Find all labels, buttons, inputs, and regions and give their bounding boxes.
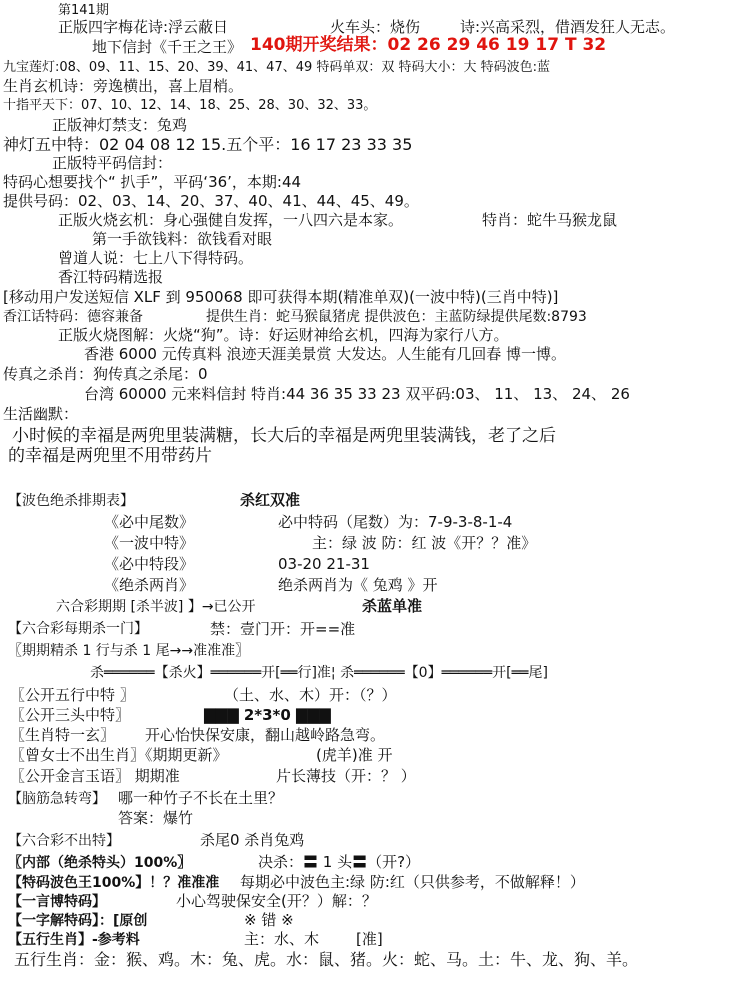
row-kill-fire: 杀══════【杀火】══════开[══行]准¦ 杀══════【0】══════开[══尾] bbox=[90, 665, 548, 681]
row-one-char-value: ※ 错 ※ bbox=[244, 911, 294, 929]
zeng-says: 曾道人说：七上八下得特码。 bbox=[58, 249, 254, 267]
row-five-value: （土、水、木）开：（？） bbox=[224, 686, 397, 704]
humor-title: 生活幽默： bbox=[3, 405, 79, 423]
row-mystery-label: 〖生肖特一玄〗 bbox=[10, 726, 116, 744]
humor-line-2: 的幸福是两兜里不用带药片 bbox=[8, 446, 212, 466]
lotus-lamp: 九宝莲灯:08、09、11、15、20、39、41、47、49 特码单双：双 特码大小：大 特码波色:蓝 bbox=[3, 60, 551, 75]
xiangjiang-talk: 香江话特码：德容兼备 bbox=[3, 309, 143, 325]
last-result-banner: 140期开奖结果：02 26 29 46 19 17 T 32 bbox=[250, 35, 607, 55]
row-five-zodiac-accurate: [准] bbox=[356, 930, 383, 948]
row-one-char-label: 【一字解特码】：[原创 bbox=[8, 913, 148, 929]
underground-envelope: 地下信封《千王之王》 bbox=[92, 38, 243, 56]
row-one-word-label: 【一言博特码】 bbox=[8, 894, 106, 910]
row-kill-door-label: 【六合彩每期杀一门】 bbox=[8, 621, 148, 637]
plum-poem: 正版四字梅花诗:浮云蔽日 bbox=[58, 18, 229, 36]
taiwan-envelope: 台湾 60000 元来料信封 特肖:44 36 35 33 23 双平码:03、 11、 13、 24、 26 bbox=[84, 385, 630, 403]
row-kill-two-value: 绝杀两肖为《 兔鸡 》开 bbox=[278, 576, 438, 594]
fire-mystery: 正版火烧玄机：身心强健自发挥，一八四六是本家。 bbox=[58, 211, 404, 229]
row-ms-zeng-value: (虎羊)准 开 bbox=[316, 746, 393, 764]
row-segment-value: 03-20 21-31 bbox=[278, 555, 370, 573]
row-wave-king-label: 【特码波色王100%】！？准准准 bbox=[8, 875, 220, 891]
row-no-special-value: 杀尾0 杀肖兔鸡 bbox=[200, 831, 305, 849]
envelope-title: 正版特平码信封： bbox=[52, 154, 173, 172]
row-tail-label: 《必中尾数》 bbox=[104, 513, 195, 531]
row-wave-value: 主：绿 波 防：红 波《开？？准》 bbox=[312, 534, 537, 552]
row-inner-value: 决杀：〓 1 头〓（开?） bbox=[258, 853, 421, 871]
zodiac-poem: 生肖玄机诗：旁逸横出，喜上眉梢。 bbox=[3, 77, 244, 95]
row-three-value: ▇▇▇ 2*3*0 ▇▇▇ bbox=[204, 706, 331, 724]
row-segment-label: 《必中特段》 bbox=[104, 555, 195, 573]
special-thought: 特码心想要找个“ 扒手”，平码‘36’，本期:44 bbox=[3, 173, 302, 191]
special-zodiac: 特肖：蛇牛马猴龙鼠 bbox=[482, 211, 618, 229]
row-three-label: 〖公开三头中特〗 bbox=[10, 706, 131, 724]
row-kill-two-label: 《绝杀两肖》 bbox=[104, 576, 195, 594]
row-kill-blue: 杀蓝单准 bbox=[362, 597, 423, 615]
row-tail-value: 必中特码（尾数）为：7-9-3-8-1-4 bbox=[278, 513, 513, 531]
row-wave-label: 《一波中特》 bbox=[104, 534, 195, 552]
row-mystery-value: 开心怡快保安康，翻山越岭路急弯。 bbox=[145, 726, 386, 744]
fax-kill: 传真之杀肖：狗传真之杀尾：0 bbox=[3, 365, 208, 383]
row-riddle-question: 哪一种竹子不长在土里？ bbox=[118, 789, 284, 807]
sms-promo: [移动用户发送短信 XLF 到 950068 即可获得本期(精准单双)(一波中特)(三肖中特)] bbox=[3, 288, 559, 306]
humor-line-1: 小时候的幸福是两兜里装满糖，长大后的幸福是两兜里装满钱，老了之后 bbox=[12, 426, 556, 446]
provided-numbers: 提供号码：02、03、14、20、37、40、41、44、45、49。 bbox=[3, 192, 419, 210]
table-header-left: 【波色绝杀排期表】 bbox=[8, 493, 134, 509]
row-one-word-value: 小心驾驶保安全(开？）解：？ bbox=[176, 892, 377, 910]
lamp-five: 神灯五中特：02 04 08 12 15.五个平：16 17 23 33 35 bbox=[3, 135, 413, 154]
row-inner-label: 〖内部（绝杀特头）100%〗 bbox=[8, 855, 192, 871]
train-head: 火车头：烧伤 bbox=[330, 18, 421, 36]
row-five-zodiac-label: 【五行生肖】-参考料 bbox=[8, 932, 140, 948]
five-element-zodiac-list: 五行生肖：金：猴、鸡。木：兔、虎。水：鼠、猪。火：蛇、马。土：牛、龙、狗、羊。 bbox=[14, 950, 639, 969]
row-no-special-label: 【六合彩不出特】 bbox=[8, 833, 120, 849]
row-riddle-answer: 答案：爆竹 bbox=[118, 809, 194, 827]
fire-diagram: 正版火烧图解：火烧“狗”。诗：好运财神给玄机，四海为家行八方。 bbox=[58, 326, 509, 344]
lamp-ban: 正版神灯禁支：兔鸡 bbox=[52, 116, 188, 134]
row-kill-door-value: 禁：壹门开：开==准 bbox=[210, 620, 356, 638]
ten-fingers: 十指平天下：07、10、12、14、18、25、28、30、32、33。 bbox=[3, 98, 377, 113]
row-five-zodiac-main: 主：水、木 bbox=[244, 930, 320, 948]
row-half-wave: 六合彩期期 [杀半波] 】→已公开 bbox=[56, 599, 256, 615]
row-kill-line: 〖期期精杀 1 行与杀 1 尾→→准准准〗 bbox=[8, 643, 250, 659]
row-wave-king-value: 每期必中波色主:绿 防:红（只供参考，不做解释！） bbox=[240, 873, 585, 891]
first-hand: 第一手欲钱料：欲钱看对眼 bbox=[92, 230, 273, 248]
xiangjiang-title: 香江特码精选报 bbox=[58, 268, 164, 286]
table-header-right: 杀红双准 bbox=[240, 491, 301, 509]
row-riddle-label: 【脑筋急转弯】 bbox=[8, 791, 106, 807]
provided-zodiac: 提供生肖：蛇马猴鼠猪虎 提供波色：主蓝防绿提供尾数:8793 bbox=[206, 309, 587, 325]
row-golden-label: 〖公开金言玉语〗 期期准 bbox=[10, 767, 180, 785]
issue-number: 第141期 bbox=[58, 3, 109, 18]
row-golden-value: 片长薄技（开：？ ） bbox=[276, 767, 416, 785]
poem-line: 诗:兴高采烈，借酒发狂人无志。 bbox=[460, 18, 676, 36]
row-ms-zeng-label: 〖曾女士不出生肖〗《期期更新》 bbox=[10, 746, 228, 764]
hk-fax: 香港 6000 元传真料 浪迹天涯美景赏 大发达。人生能有几回春 博一博。 bbox=[84, 345, 567, 363]
row-five-label: 〖公开五行中特 〗 bbox=[10, 686, 135, 704]
